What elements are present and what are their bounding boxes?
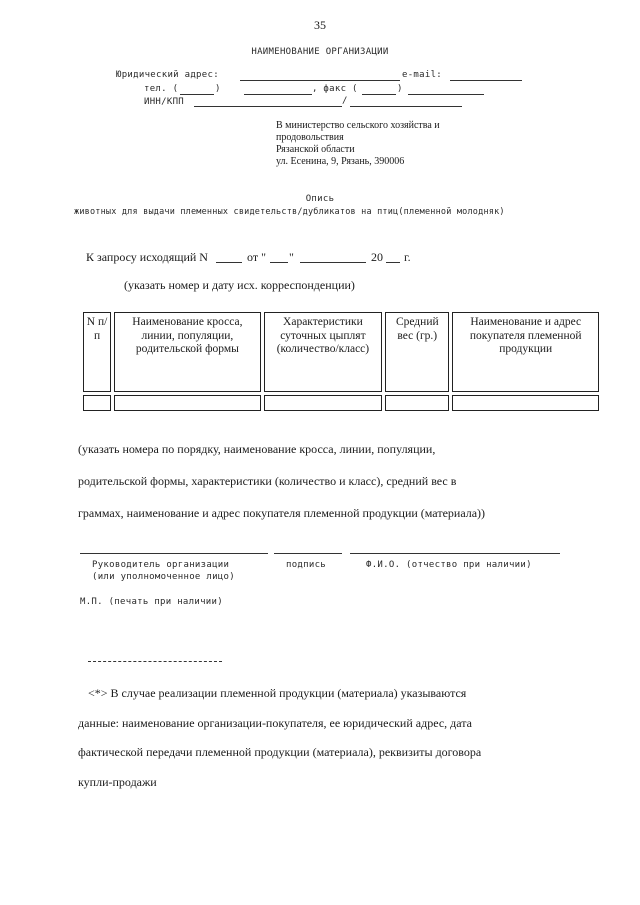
instruction-line-2: родительской формы, характеристики (количество и класс), средний вес в (78, 474, 457, 488)
request-prefix: К запросу исходящий N (86, 250, 208, 264)
document-title: Опись (305, 194, 335, 204)
email-label: e-mail: (402, 70, 443, 80)
document-subtitle: животных для выдачи племенных свидетельств/дубликатов на птиц(племенной молодняк) (74, 207, 505, 217)
signature-fio: Ф.И.О. (отчество при наличии) (366, 560, 532, 570)
organization-title: НАИМЕНОВАНИЕ ОРГАНИЗАЦИИ (251, 47, 389, 57)
request-month-line (300, 262, 366, 263)
table-cell (114, 395, 261, 411)
signature-role: Руководитель организации (92, 560, 230, 570)
fax-code-line (362, 94, 396, 95)
footnote-line-2: данные: наименование организации-покупателя, ее юридический адрес, дата (78, 716, 472, 730)
request-hint: (указать номер и дату исх. корреспонденции) (124, 278, 355, 292)
role-line (80, 553, 268, 554)
fax-label: , факс ( (312, 84, 358, 94)
phone-number-line (244, 94, 312, 95)
recipient-address (276, 120, 496, 168)
recipient-line-2: продовольствия (276, 132, 344, 143)
inn-line (194, 106, 342, 107)
inn-kpp-separator: / (342, 96, 348, 106)
table-cell (83, 395, 111, 411)
phone-code-line (180, 94, 214, 95)
table-cell (264, 395, 382, 411)
header-cell-characteristics: Характеристики суточных цыплят (количество/класс) (264, 312, 382, 392)
instruction-line-3: граммах, наименование и адрес покупателя племенной продукции (материала)) (78, 506, 486, 520)
phone-label: тел. ( (144, 84, 179, 94)
request-from: от " (247, 250, 266, 264)
kpp-line (350, 106, 462, 107)
instruction-line-1: (указать номера по порядку, наименование кросса, линии, популяции, (78, 442, 436, 456)
inventory-table (80, 309, 602, 414)
fax-paren-close: ) (397, 84, 403, 94)
signature-line (274, 553, 342, 554)
footnote-line-3: фактической передачи племенной продукции (материала), реквизиты договора (78, 745, 482, 759)
request-number-line (216, 262, 242, 263)
table-cell (452, 395, 599, 411)
footnote-line-1: <*> В случае реализации племенной продукции (материала) указываются (88, 686, 467, 700)
table-header-row (83, 312, 599, 392)
fax-number-line (408, 94, 484, 95)
page-number: 35 (314, 18, 326, 32)
recipient-line-3: Рязанской области (276, 144, 355, 155)
footnote-line-4: купли-продажи (78, 775, 157, 789)
recipient-line-1: В министерство сельского хозяйства и (276, 120, 440, 131)
footnote-separator (88, 661, 222, 662)
signature-role-note: (или уполномоченное лицо) (92, 572, 235, 582)
request-year-prefix: 20 (371, 250, 383, 264)
recipient-line-4: ул. Есенина, 9, Рязань, 390006 (276, 156, 405, 167)
table-row (83, 395, 599, 411)
stamp-label: М.П. (печать при наличии) (80, 597, 223, 607)
header-cell-cross-name: Наименование кросса, линии, популяции, родительской формы (114, 312, 261, 392)
signature-sign: подпись (286, 560, 327, 570)
request-year-line (386, 262, 400, 263)
legal-address-line (240, 80, 400, 81)
request-suffix: г. (404, 250, 411, 264)
fio-line (350, 553, 560, 554)
legal-address-label: Юридический адрес: (116, 70, 219, 80)
request-quote-close: " (289, 250, 294, 264)
request-day-line (270, 262, 288, 263)
table-cell (385, 395, 449, 411)
email-line (450, 80, 522, 81)
header-cell-buyer: Наименование и адрес покупателя племенной продукции (452, 312, 599, 392)
inn-kpp-label: ИНН/КПП (144, 97, 185, 107)
header-cell-number: N п/п (83, 312, 111, 392)
phone-paren-close: ) (215, 84, 221, 94)
header-cell-average-weight: Средний вес (гр.) (385, 312, 449, 392)
